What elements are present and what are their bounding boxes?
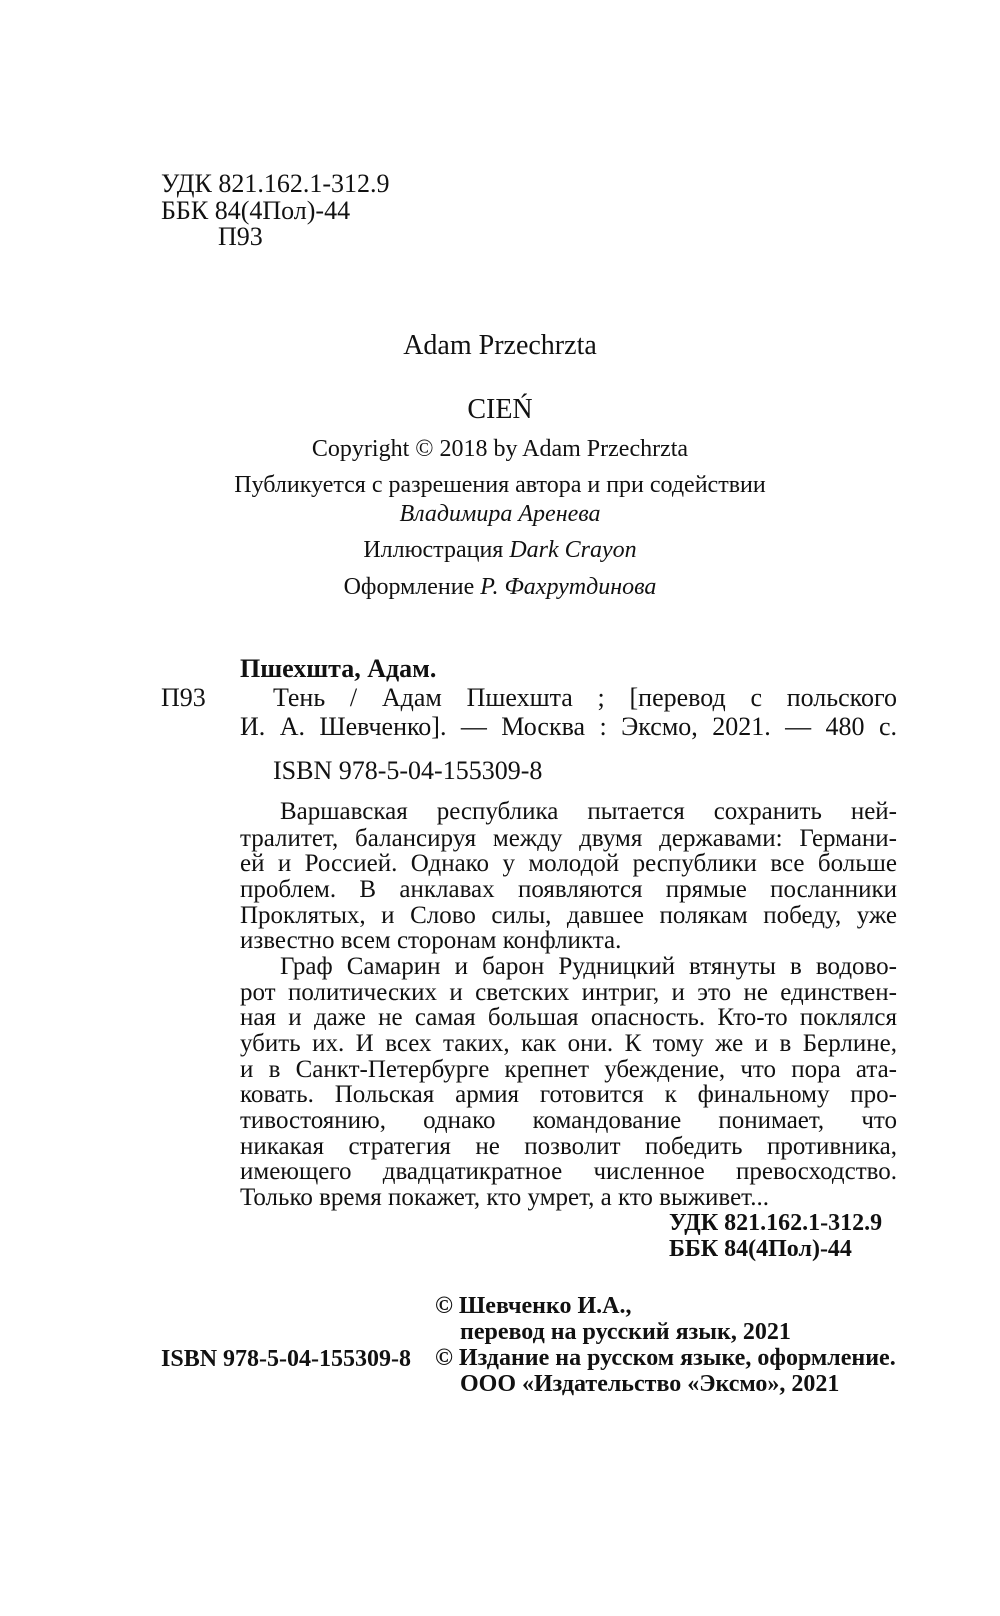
udk-code-bottom: УДК 821.162.1-312.9 (669, 1210, 883, 1236)
bbk-code-bottom: ББК 84(4Пол)-44 (669, 1236, 852, 1262)
bibliography-isbn: ISBN 978-5-04-155309-8 (273, 756, 543, 785)
illustration-prefix: Иллюстрация (363, 537, 510, 563)
footer-copyright-edition: © Издание на русском языке, оформление. (435, 1345, 896, 1371)
annotation-p2-line: убить их. И всех таких, как они. К тому же и в Берлине, (240, 1030, 897, 1057)
design-prefix: Оформление (343, 574, 481, 600)
footer-copyright-translator: © Шевченко И.А., (435, 1293, 632, 1319)
footer-copyright-publisher: ООО «Издательство «Эксмо», 2021 (460, 1371, 840, 1397)
footer-copyright-translation: перевод на русский язык, 2021 (460, 1319, 791, 1345)
copyright-line: Copyright © 2018 by Adam Przechrzta (311, 436, 689, 462)
design-credit (0, 574, 1000, 601)
illustration-name: Dark Crayon (509, 537, 637, 563)
udk-code-top: УДК 821.162.1-312.9 (161, 169, 390, 198)
annotation-p1-line: Проклятых, и Слово силы, давшее полякам победу, уже (240, 902, 897, 929)
footer-isbn: ISBN 978-5-04-155309-8 (161, 1346, 411, 1372)
annotation-p2-line: Граф Самарин и барон Рудницкий втянуты в водово- (280, 953, 897, 980)
publication-permission: Публикуется с разрешения автора и при содействии (234, 472, 766, 498)
annotation-p1-line: проблем. В анклавах появляются прямые посланники (240, 876, 897, 903)
annotation-p2-line: имеющего двадцатикратное численное превосходство. (240, 1158, 897, 1185)
bbk-code-top: ББК 84(4Пол)-44 (161, 196, 351, 225)
annotation-p1-line: Варшавская республика пытается сохранить ней- (280, 798, 897, 825)
annotation-p1-line: тралитет, балансируя между двумя державами: Германи- (240, 825, 897, 852)
permission-person: Владимира Аренева (399, 501, 601, 527)
annotation-p2-line: никакая стратегия не позволит победить противника, (240, 1133, 897, 1160)
annotation-p2-line: Только время покажет, кто умрет, а кто выживет... (240, 1184, 769, 1211)
bibliography-author-heading: Пшехшта, Адам. (240, 654, 437, 683)
annotation-p1-line: ей и Россией. Однако у молодой республики все больше (240, 850, 897, 877)
annotation-p2-line: ковать. Польская армия готовится к финальному про- (240, 1081, 897, 1108)
design-name: Р. Фахрутдинова (480, 574, 657, 600)
bibliography-author-mark: П93 (161, 683, 206, 712)
annotation-p1-line: известно всем сторонам конфликта. (240, 927, 622, 954)
original-title: CIEŃ (467, 394, 533, 425)
bibliography-line-1: Тень / Адам Пшехшта ; [перевод с польского (273, 683, 897, 712)
annotation-p2-line: рот политических и светских интриг, и это не единствен- (240, 979, 897, 1006)
original-author: Adam Przechrzta (403, 330, 597, 361)
author-mark-top: П93 (218, 222, 263, 251)
annotation-p2-line: ная и даже не самая большая опасность. Кто-то поклялся (240, 1004, 897, 1031)
annotation-p2-line: и в Санкт-Петербурге крепнет убеждение, что пора ата- (240, 1056, 897, 1083)
bibliography-line-2: И. А. Шевченко]. — Москва : Эксмо, 2021. — 480 с. (240, 712, 897, 741)
annotation-p2-line: тивостоянию, однако командование понимает, что (240, 1107, 897, 1134)
illustration-credit (0, 537, 1000, 564)
